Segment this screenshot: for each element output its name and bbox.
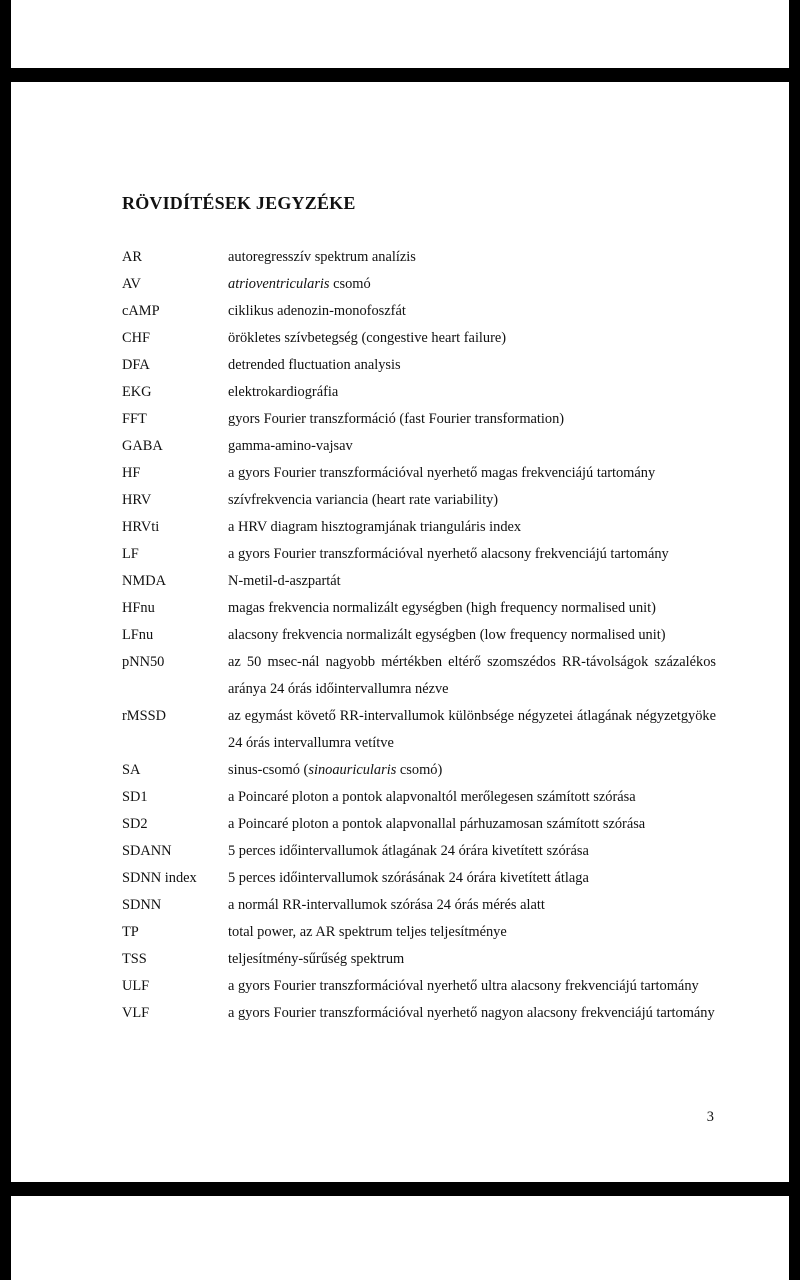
abbreviation-term: SDANN xyxy=(122,843,172,859)
abbreviation-term: HRVti xyxy=(122,519,160,535)
abbreviation-term: AV xyxy=(122,276,141,292)
abbreviation-row xyxy=(122,919,716,946)
abbreviation-definition: az egymást követő RR-intervallumok különbsége négyzetei átlagának négyzetgyöke 24 órás intervallumra vetítve xyxy=(228,708,716,751)
document-page xyxy=(11,82,789,1182)
abbreviation-row xyxy=(122,757,716,784)
next-page-fragment xyxy=(11,1196,789,1280)
abbreviation-term: TSS xyxy=(122,951,147,967)
definition-pre: sinus-csomó ( xyxy=(228,762,309,778)
abbreviation-definition: ciklikus adenozin-monofoszfát xyxy=(228,303,406,319)
abbreviation-definition: a Poincaré ploton a pontok alapvonaltól merőlegesen számított szórása xyxy=(228,789,636,805)
abbreviation-definition: teljesítmény-sűrűség spektrum xyxy=(228,951,405,967)
abbreviation-row xyxy=(122,946,716,973)
abbreviation-row xyxy=(122,649,716,703)
previous-page-fragment xyxy=(11,0,789,68)
abbreviation-definition: magas frekvencia normalizált egységben (high frequency normalised unit) xyxy=(228,600,656,616)
abbreviation-row xyxy=(122,298,716,325)
abbreviation-row xyxy=(122,622,716,649)
abbreviation-definition: a normál RR-intervallumok szórása 24 órás mérés alatt xyxy=(228,897,545,913)
abbreviation-definition: örökletes szívbetegség (congestive heart failure) xyxy=(228,330,507,346)
abbreviation-row xyxy=(122,973,716,1000)
abbreviation-list xyxy=(122,244,716,1027)
definition-rest: csomó) xyxy=(396,762,443,778)
page-title: RÖVIDÍTÉSEK JEGYZÉKE xyxy=(122,193,356,213)
abbreviation-definition: elektrokardiográfia xyxy=(228,384,339,400)
abbreviation-term: NMDA xyxy=(122,573,166,589)
abbreviation-row xyxy=(122,541,716,568)
abbreviation-term: FFT xyxy=(122,411,147,427)
abbreviation-definition: szívfrekvencia variancia (heart rate variability) xyxy=(228,492,499,508)
abbreviation-definition: detrended fluctuation analysis xyxy=(228,357,401,373)
abbreviation-term: EKG xyxy=(122,384,152,400)
abbreviation-term: HFnu xyxy=(122,600,155,616)
abbreviation-definition: a gyors Fourier transzformációval nyerhető alacsony frekvenciájú tartomány xyxy=(228,546,669,562)
abbreviation-row xyxy=(122,838,716,865)
abbreviation-row xyxy=(122,784,716,811)
abbreviation-row xyxy=(122,244,716,271)
abbreviation-term: CHF xyxy=(122,330,150,346)
abbreviation-definition: a gyors Fourier transzformációval nyerhető nagyon alacsony frekvenciájú tartomány xyxy=(228,1005,715,1021)
abbreviation-definition: N-metil-d-aszpartát xyxy=(228,573,341,589)
abbreviation-row xyxy=(122,271,716,298)
abbreviation-row xyxy=(122,406,716,433)
abbreviation-row xyxy=(122,460,716,487)
abbreviation-definition: a gyors Fourier transzformációval nyerhető magas frekvenciájú tartomány xyxy=(228,465,656,481)
abbreviation-term: ULF xyxy=(122,978,150,994)
abbreviation-row xyxy=(122,865,716,892)
abbreviation-definition xyxy=(228,271,716,298)
abbreviation-term: pNN50 xyxy=(122,654,165,670)
abbreviation-term: SD2 xyxy=(122,816,148,832)
abbreviation-term: cAMP xyxy=(122,303,160,319)
abbreviation-term: SDNN index xyxy=(122,870,197,886)
abbreviation-row xyxy=(122,811,716,838)
abbreviation-definition: a gyors Fourier transzformációval nyerhető ultra alacsony frekvenciájú tartomány xyxy=(228,978,699,994)
abbreviation-definition: gamma-amino-vajsav xyxy=(228,438,353,454)
abbreviation-row xyxy=(122,433,716,460)
italic-term: atrioventricularis xyxy=(228,276,330,292)
abbreviation-row xyxy=(122,325,716,352)
italic-term: sinoauricularis xyxy=(308,762,397,778)
abbreviation-term: LFnu xyxy=(122,627,154,643)
abbreviation-definition: a HRV diagram hisztogramjának trianguláris index xyxy=(228,519,522,535)
abbreviation-term: VLF xyxy=(122,1005,150,1021)
definition-rest: csomó xyxy=(329,276,371,292)
abbreviation-definition: gyors Fourier transzformáció (fast Fourier transformation) xyxy=(228,411,565,427)
abbreviation-definition: az 50 msec-nál nagyobb mértékben eltérő szomszédos RR-távolságok százalékos aránya 24 órás időintervallumra nézve xyxy=(228,654,716,697)
abbreviation-row xyxy=(122,352,716,379)
abbreviation-row xyxy=(122,1000,716,1027)
abbreviation-definition xyxy=(228,757,716,784)
page-number: 3 xyxy=(706,1109,714,1125)
abbreviation-definition: total power, az AR spektrum teljes teljesítménye xyxy=(228,924,507,940)
abbreviation-term: TP xyxy=(122,924,139,940)
abbreviation-term: SA xyxy=(122,762,141,778)
abbreviation-definition: a Poincaré ploton a pontok alapvonallal párhuzamosan számított szórása xyxy=(228,816,646,832)
abbreviation-definition: alacsony frekvencia normalizált egységben (low frequency normalised unit) xyxy=(228,627,666,643)
abbreviation-term: HF xyxy=(122,465,141,481)
abbreviation-term: AR xyxy=(122,249,142,265)
abbreviation-term: DFA xyxy=(122,357,150,373)
abbreviation-term: GABA xyxy=(122,438,163,454)
abbreviation-row xyxy=(122,487,716,514)
abbreviation-row xyxy=(122,703,716,757)
abbreviation-row xyxy=(122,514,716,541)
abbreviation-row xyxy=(122,595,716,622)
abbreviation-row xyxy=(122,568,716,595)
abbreviation-definition: 5 perces időintervallumok szórásának 24 órára kivetített átlaga xyxy=(228,870,589,886)
abbreviation-definition: autoregresszív spektrum analízis xyxy=(228,249,416,265)
abbreviation-term: LF xyxy=(122,546,139,562)
abbreviation-definition: 5 perces időintervallumok átlagának 24 órára kivetített szórása xyxy=(228,843,589,859)
abbreviation-term: SD1 xyxy=(122,789,148,805)
abbreviation-term: HRV xyxy=(122,492,152,508)
abbreviation-term: SDNN xyxy=(122,897,162,913)
abbreviation-row xyxy=(122,892,716,919)
abbreviation-term: rMSSD xyxy=(122,708,166,724)
abbreviation-row xyxy=(122,379,716,406)
